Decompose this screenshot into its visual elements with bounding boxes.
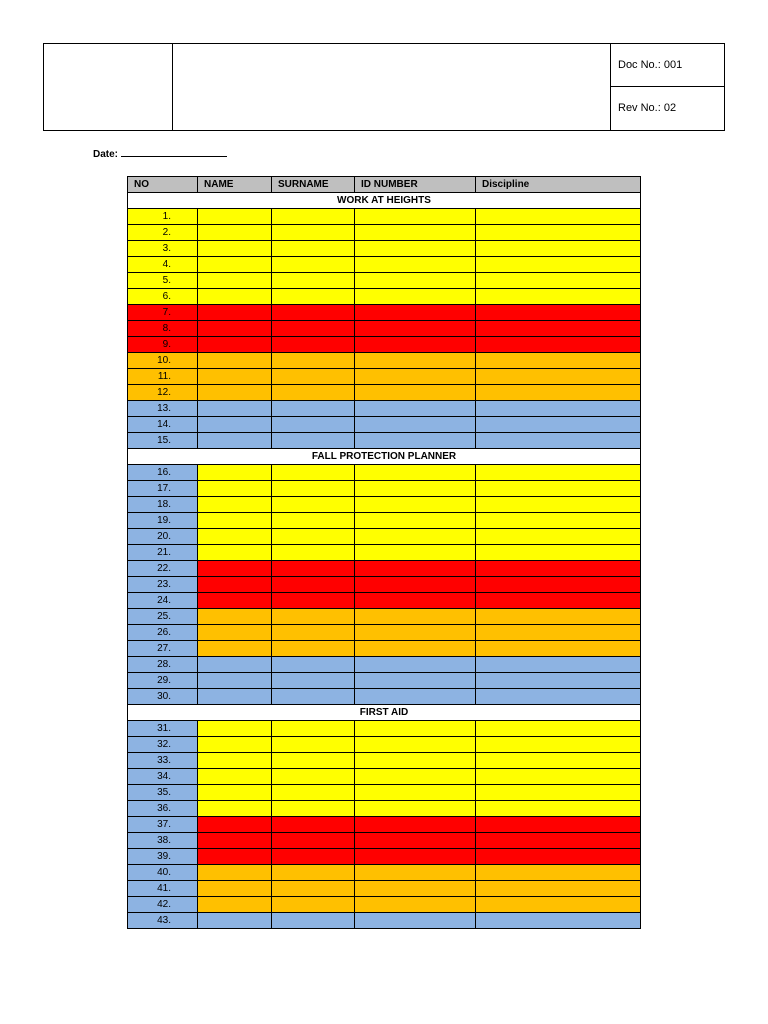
id-number-cell[interactable] xyxy=(355,881,476,897)
column-header-no: NO xyxy=(128,177,198,193)
name-cell[interactable] xyxy=(198,417,272,433)
table-row xyxy=(128,833,641,849)
row-number: 10. xyxy=(128,353,198,369)
name-cell[interactable] xyxy=(198,769,272,785)
surname-cell[interactable] xyxy=(272,433,355,449)
discipline-cell[interactable] xyxy=(476,273,641,289)
id-number-cell[interactable] xyxy=(355,353,476,369)
surname-cell[interactable] xyxy=(272,641,355,657)
discipline-cell[interactable] xyxy=(476,673,641,689)
section-header-row xyxy=(128,705,641,721)
id-number-cell[interactable] xyxy=(355,689,476,705)
row-number: 8. xyxy=(128,321,198,337)
table-row xyxy=(128,865,641,881)
table-row xyxy=(128,241,641,257)
column-header-id-number: ID NUMBER xyxy=(355,177,476,193)
column-header-discipline: Discipline xyxy=(476,177,641,193)
table-row xyxy=(128,257,641,273)
id-number-cell[interactable] xyxy=(355,209,476,225)
section-header-row xyxy=(128,193,641,209)
table-row xyxy=(128,849,641,865)
discipline-cell[interactable] xyxy=(476,849,641,865)
name-cell[interactable] xyxy=(198,385,272,401)
id-number-cell[interactable] xyxy=(355,465,476,481)
name-cell[interactable] xyxy=(198,337,272,353)
row-number: 11. xyxy=(128,369,198,385)
name-cell[interactable] xyxy=(198,737,272,753)
discipline-cell[interactable] xyxy=(476,657,641,673)
row-number: 38. xyxy=(128,833,198,849)
row-number: 40. xyxy=(128,865,198,881)
table-row xyxy=(128,545,641,561)
discipline-cell[interactable] xyxy=(476,561,641,577)
row-number: 1. xyxy=(128,209,198,225)
id-number-cell[interactable] xyxy=(355,673,476,689)
surname-cell[interactable] xyxy=(272,897,355,913)
row-number: 4. xyxy=(128,257,198,273)
table-row xyxy=(128,737,641,753)
row-number: 13. xyxy=(128,401,198,417)
discipline-cell[interactable] xyxy=(476,897,641,913)
table-row xyxy=(128,593,641,609)
surname-cell[interactable] xyxy=(272,769,355,785)
name-cell[interactable] xyxy=(198,817,272,833)
row-number: 24. xyxy=(128,593,198,609)
row-number: 42. xyxy=(128,897,198,913)
row-number: 33. xyxy=(128,753,198,769)
table-row xyxy=(128,721,641,737)
name-cell[interactable] xyxy=(198,801,272,817)
id-number-cell[interactable] xyxy=(355,241,476,257)
id-number-cell[interactable] xyxy=(355,593,476,609)
doc-number: Doc No.: 001 xyxy=(611,44,724,87)
table-row xyxy=(128,657,641,673)
row-number: 34. xyxy=(128,769,198,785)
table-row xyxy=(128,513,641,529)
discipline-cell[interactable] xyxy=(476,577,641,593)
table-row xyxy=(128,289,641,305)
row-number: 26. xyxy=(128,625,198,641)
id-number-cell[interactable] xyxy=(355,753,476,769)
discipline-cell[interactable] xyxy=(476,753,641,769)
surname-cell[interactable] xyxy=(272,353,355,369)
section-title: FIRST AID xyxy=(128,705,641,721)
surname-cell[interactable] xyxy=(272,753,355,769)
name-cell[interactable] xyxy=(198,273,272,289)
discipline-cell[interactable] xyxy=(476,785,641,801)
table-row xyxy=(128,337,641,353)
discipline-cell[interactable] xyxy=(476,721,641,737)
id-number-cell[interactable] xyxy=(355,897,476,913)
surname-cell[interactable] xyxy=(272,785,355,801)
id-number-cell[interactable] xyxy=(355,561,476,577)
discipline-cell[interactable] xyxy=(476,337,641,353)
surname-cell[interactable] xyxy=(272,513,355,529)
name-cell[interactable] xyxy=(198,657,272,673)
discipline-cell[interactable] xyxy=(476,737,641,753)
id-number-cell[interactable] xyxy=(355,865,476,881)
column-header-surname: SURNAME xyxy=(272,177,355,193)
table-row xyxy=(128,465,641,481)
name-cell[interactable] xyxy=(198,833,272,849)
discipline-cell[interactable] xyxy=(476,689,641,705)
date-label: Date: xyxy=(93,149,119,160)
id-number-cell[interactable] xyxy=(355,417,476,433)
surname-cell[interactable] xyxy=(272,561,355,577)
discipline-cell[interactable] xyxy=(476,433,641,449)
document-header xyxy=(43,43,725,131)
name-cell[interactable] xyxy=(198,481,272,497)
id-number-cell[interactable] xyxy=(355,833,476,849)
date-field xyxy=(93,147,227,160)
name-cell[interactable] xyxy=(198,257,272,273)
surname-cell[interactable] xyxy=(272,817,355,833)
id-number-cell[interactable] xyxy=(355,625,476,641)
table-row xyxy=(128,529,641,545)
name-cell[interactable] xyxy=(198,353,272,369)
surname-cell[interactable] xyxy=(272,305,355,321)
name-cell[interactable] xyxy=(198,289,272,305)
name-cell[interactable] xyxy=(198,545,272,561)
row-number: 2. xyxy=(128,225,198,241)
row-number: 20. xyxy=(128,529,198,545)
surname-cell[interactable] xyxy=(272,369,355,385)
surname-cell[interactable] xyxy=(272,465,355,481)
surname-cell[interactable] xyxy=(272,497,355,513)
name-cell[interactable] xyxy=(198,513,272,529)
id-number-cell[interactable] xyxy=(355,529,476,545)
id-number-cell[interactable] xyxy=(355,337,476,353)
discipline-cell[interactable] xyxy=(476,625,641,641)
name-cell[interactable] xyxy=(198,913,272,929)
discipline-cell[interactable] xyxy=(476,289,641,305)
row-number: 15. xyxy=(128,433,198,449)
name-cell[interactable] xyxy=(198,577,272,593)
discipline-cell[interactable] xyxy=(476,833,641,849)
surname-cell[interactable] xyxy=(272,865,355,881)
table-row xyxy=(128,577,641,593)
row-number: 36. xyxy=(128,801,198,817)
name-cell[interactable] xyxy=(198,401,272,417)
section-title: WORK AT HEIGHTS xyxy=(128,193,641,209)
discipline-cell[interactable] xyxy=(476,865,641,881)
table-row xyxy=(128,433,641,449)
row-number: 3. xyxy=(128,241,198,257)
name-cell[interactable] xyxy=(198,433,272,449)
name-cell[interactable] xyxy=(198,497,272,513)
name-cell[interactable] xyxy=(198,561,272,577)
row-number: 14. xyxy=(128,417,198,433)
surname-cell[interactable] xyxy=(272,225,355,241)
surname-cell[interactable] xyxy=(272,833,355,849)
table-row xyxy=(128,417,641,433)
surname-cell[interactable] xyxy=(272,593,355,609)
row-number: 22. xyxy=(128,561,198,577)
name-cell[interactable] xyxy=(198,897,272,913)
id-number-cell[interactable] xyxy=(355,497,476,513)
name-cell[interactable] xyxy=(198,865,272,881)
section-title: FALL PROTECTION PLANNER xyxy=(128,449,641,465)
row-number: 23. xyxy=(128,577,198,593)
date-blank-line[interactable] xyxy=(121,147,227,157)
table-row xyxy=(128,641,641,657)
row-number: 37. xyxy=(128,817,198,833)
name-cell[interactable] xyxy=(198,609,272,625)
table-row xyxy=(128,609,641,625)
id-number-cell[interactable] xyxy=(355,305,476,321)
id-number-cell[interactable] xyxy=(355,289,476,305)
discipline-cell[interactable] xyxy=(476,769,641,785)
surname-cell[interactable] xyxy=(272,257,355,273)
name-cell[interactable] xyxy=(198,625,272,641)
surname-cell[interactable] xyxy=(272,801,355,817)
row-number: 25. xyxy=(128,609,198,625)
surname-cell[interactable] xyxy=(272,657,355,673)
id-number-cell[interactable] xyxy=(355,737,476,753)
table-row xyxy=(128,385,641,401)
title-cell xyxy=(173,44,611,130)
discipline-cell[interactable] xyxy=(476,913,641,929)
row-number: 7. xyxy=(128,305,198,321)
id-number-cell[interactable] xyxy=(355,769,476,785)
row-number: 41. xyxy=(128,881,198,897)
discipline-cell[interactable] xyxy=(476,369,641,385)
id-number-cell[interactable] xyxy=(355,609,476,625)
table-row xyxy=(128,497,641,513)
id-number-cell[interactable] xyxy=(355,321,476,337)
surname-cell[interactable] xyxy=(272,721,355,737)
surname-cell[interactable] xyxy=(272,289,355,305)
discipline-cell[interactable] xyxy=(476,465,641,481)
discipline-cell[interactable] xyxy=(476,529,641,545)
table-row xyxy=(128,881,641,897)
discipline-cell[interactable] xyxy=(476,321,641,337)
table-row xyxy=(128,369,641,385)
row-number: 5. xyxy=(128,273,198,289)
id-number-cell[interactable] xyxy=(355,641,476,657)
table-row xyxy=(128,625,641,641)
discipline-cell[interactable] xyxy=(476,385,641,401)
discipline-cell[interactable] xyxy=(476,417,641,433)
id-number-cell[interactable] xyxy=(355,577,476,593)
discipline-cell[interactable] xyxy=(476,545,641,561)
table-row xyxy=(128,785,641,801)
id-number-cell[interactable] xyxy=(355,913,476,929)
row-number: 39. xyxy=(128,849,198,865)
attendance-register-table xyxy=(127,176,641,929)
id-number-cell[interactable] xyxy=(355,513,476,529)
discipline-cell[interactable] xyxy=(476,257,641,273)
surname-cell[interactable] xyxy=(272,673,355,689)
row-number: 16. xyxy=(128,465,198,481)
surname-cell[interactable] xyxy=(272,849,355,865)
table-row xyxy=(128,897,641,913)
name-cell[interactable] xyxy=(198,721,272,737)
discipline-cell[interactable] xyxy=(476,241,641,257)
surname-cell[interactable] xyxy=(272,241,355,257)
table-row xyxy=(128,801,641,817)
name-cell[interactable] xyxy=(198,241,272,257)
table-row xyxy=(128,209,641,225)
id-number-cell[interactable] xyxy=(355,801,476,817)
section-header-row xyxy=(128,449,641,465)
name-cell[interactable] xyxy=(198,529,272,545)
row-number: 31. xyxy=(128,721,198,737)
id-number-cell[interactable] xyxy=(355,257,476,273)
row-number: 17. xyxy=(128,481,198,497)
surname-cell[interactable] xyxy=(272,209,355,225)
name-cell[interactable] xyxy=(198,785,272,801)
surname-cell[interactable] xyxy=(272,337,355,353)
discipline-cell[interactable] xyxy=(476,353,641,369)
name-cell[interactable] xyxy=(198,225,272,241)
table-row xyxy=(128,753,641,769)
surname-cell[interactable] xyxy=(272,609,355,625)
discipline-cell[interactable] xyxy=(476,497,641,513)
surname-cell[interactable] xyxy=(272,481,355,497)
name-cell[interactable] xyxy=(198,689,272,705)
surname-cell[interactable] xyxy=(272,385,355,401)
id-number-cell[interactable] xyxy=(355,369,476,385)
table-row xyxy=(128,481,641,497)
table-row xyxy=(128,817,641,833)
name-cell[interactable] xyxy=(198,465,272,481)
table-row xyxy=(128,769,641,785)
table-header-row xyxy=(128,177,641,193)
discipline-cell[interactable] xyxy=(476,401,641,417)
discipline-cell[interactable] xyxy=(476,305,641,321)
table-row xyxy=(128,225,641,241)
name-cell[interactable] xyxy=(198,673,272,689)
row-number: 30. xyxy=(128,689,198,705)
id-number-cell[interactable] xyxy=(355,401,476,417)
surname-cell[interactable] xyxy=(272,417,355,433)
surname-cell[interactable] xyxy=(272,577,355,593)
surname-cell[interactable] xyxy=(272,273,355,289)
row-number: 21. xyxy=(128,545,198,561)
id-number-cell[interactable] xyxy=(355,849,476,865)
table-row xyxy=(128,273,641,289)
row-number: 35. xyxy=(128,785,198,801)
surname-cell[interactable] xyxy=(272,625,355,641)
id-number-cell[interactable] xyxy=(355,785,476,801)
id-number-cell[interactable] xyxy=(355,433,476,449)
row-number: 32. xyxy=(128,737,198,753)
table-row xyxy=(128,673,641,689)
discipline-cell[interactable] xyxy=(476,609,641,625)
discipline-cell[interactable] xyxy=(476,225,641,241)
name-cell[interactable] xyxy=(198,209,272,225)
id-number-cell[interactable] xyxy=(355,385,476,401)
discipline-cell[interactable] xyxy=(476,593,641,609)
id-number-cell[interactable] xyxy=(355,817,476,833)
discipline-cell[interactable] xyxy=(476,513,641,529)
column-header-name: NAME xyxy=(198,177,272,193)
id-number-cell[interactable] xyxy=(355,481,476,497)
id-number-cell[interactable] xyxy=(355,721,476,737)
discipline-cell[interactable] xyxy=(476,817,641,833)
table-row xyxy=(128,401,641,417)
table-row xyxy=(128,321,641,337)
surname-cell[interactable] xyxy=(272,401,355,417)
table-row xyxy=(128,353,641,369)
surname-cell[interactable] xyxy=(272,321,355,337)
name-cell[interactable] xyxy=(198,321,272,337)
discipline-cell[interactable] xyxy=(476,209,641,225)
discipline-cell[interactable] xyxy=(476,641,641,657)
discipline-cell[interactable] xyxy=(476,881,641,897)
surname-cell[interactable] xyxy=(272,529,355,545)
row-number: 12. xyxy=(128,385,198,401)
row-number: 29. xyxy=(128,673,198,689)
row-number: 9. xyxy=(128,337,198,353)
surname-cell[interactable] xyxy=(272,913,355,929)
discipline-cell[interactable] xyxy=(476,481,641,497)
name-cell[interactable] xyxy=(198,753,272,769)
id-number-cell[interactable] xyxy=(355,225,476,241)
id-number-cell[interactable] xyxy=(355,273,476,289)
id-number-cell[interactable] xyxy=(355,545,476,561)
row-number: 43. xyxy=(128,913,198,929)
surname-cell[interactable] xyxy=(272,545,355,561)
surname-cell[interactable] xyxy=(272,881,355,897)
surname-cell[interactable] xyxy=(272,689,355,705)
discipline-cell[interactable] xyxy=(476,801,641,817)
table-row xyxy=(128,305,641,321)
table-row xyxy=(128,561,641,577)
row-number: 27. xyxy=(128,641,198,657)
row-number: 6. xyxy=(128,289,198,305)
table-row xyxy=(128,689,641,705)
surname-cell[interactable] xyxy=(272,737,355,753)
name-cell[interactable] xyxy=(198,369,272,385)
name-cell[interactable] xyxy=(198,593,272,609)
name-cell[interactable] xyxy=(198,849,272,865)
name-cell[interactable] xyxy=(198,641,272,657)
row-number: 18. xyxy=(128,497,198,513)
row-number: 28. xyxy=(128,657,198,673)
row-number: 19. xyxy=(128,513,198,529)
logo-cell xyxy=(44,44,173,130)
id-number-cell[interactable] xyxy=(355,657,476,673)
revision-number: Rev No.: 02 xyxy=(618,102,677,114)
name-cell[interactable] xyxy=(198,305,272,321)
name-cell[interactable] xyxy=(198,881,272,897)
table-row xyxy=(128,913,641,929)
